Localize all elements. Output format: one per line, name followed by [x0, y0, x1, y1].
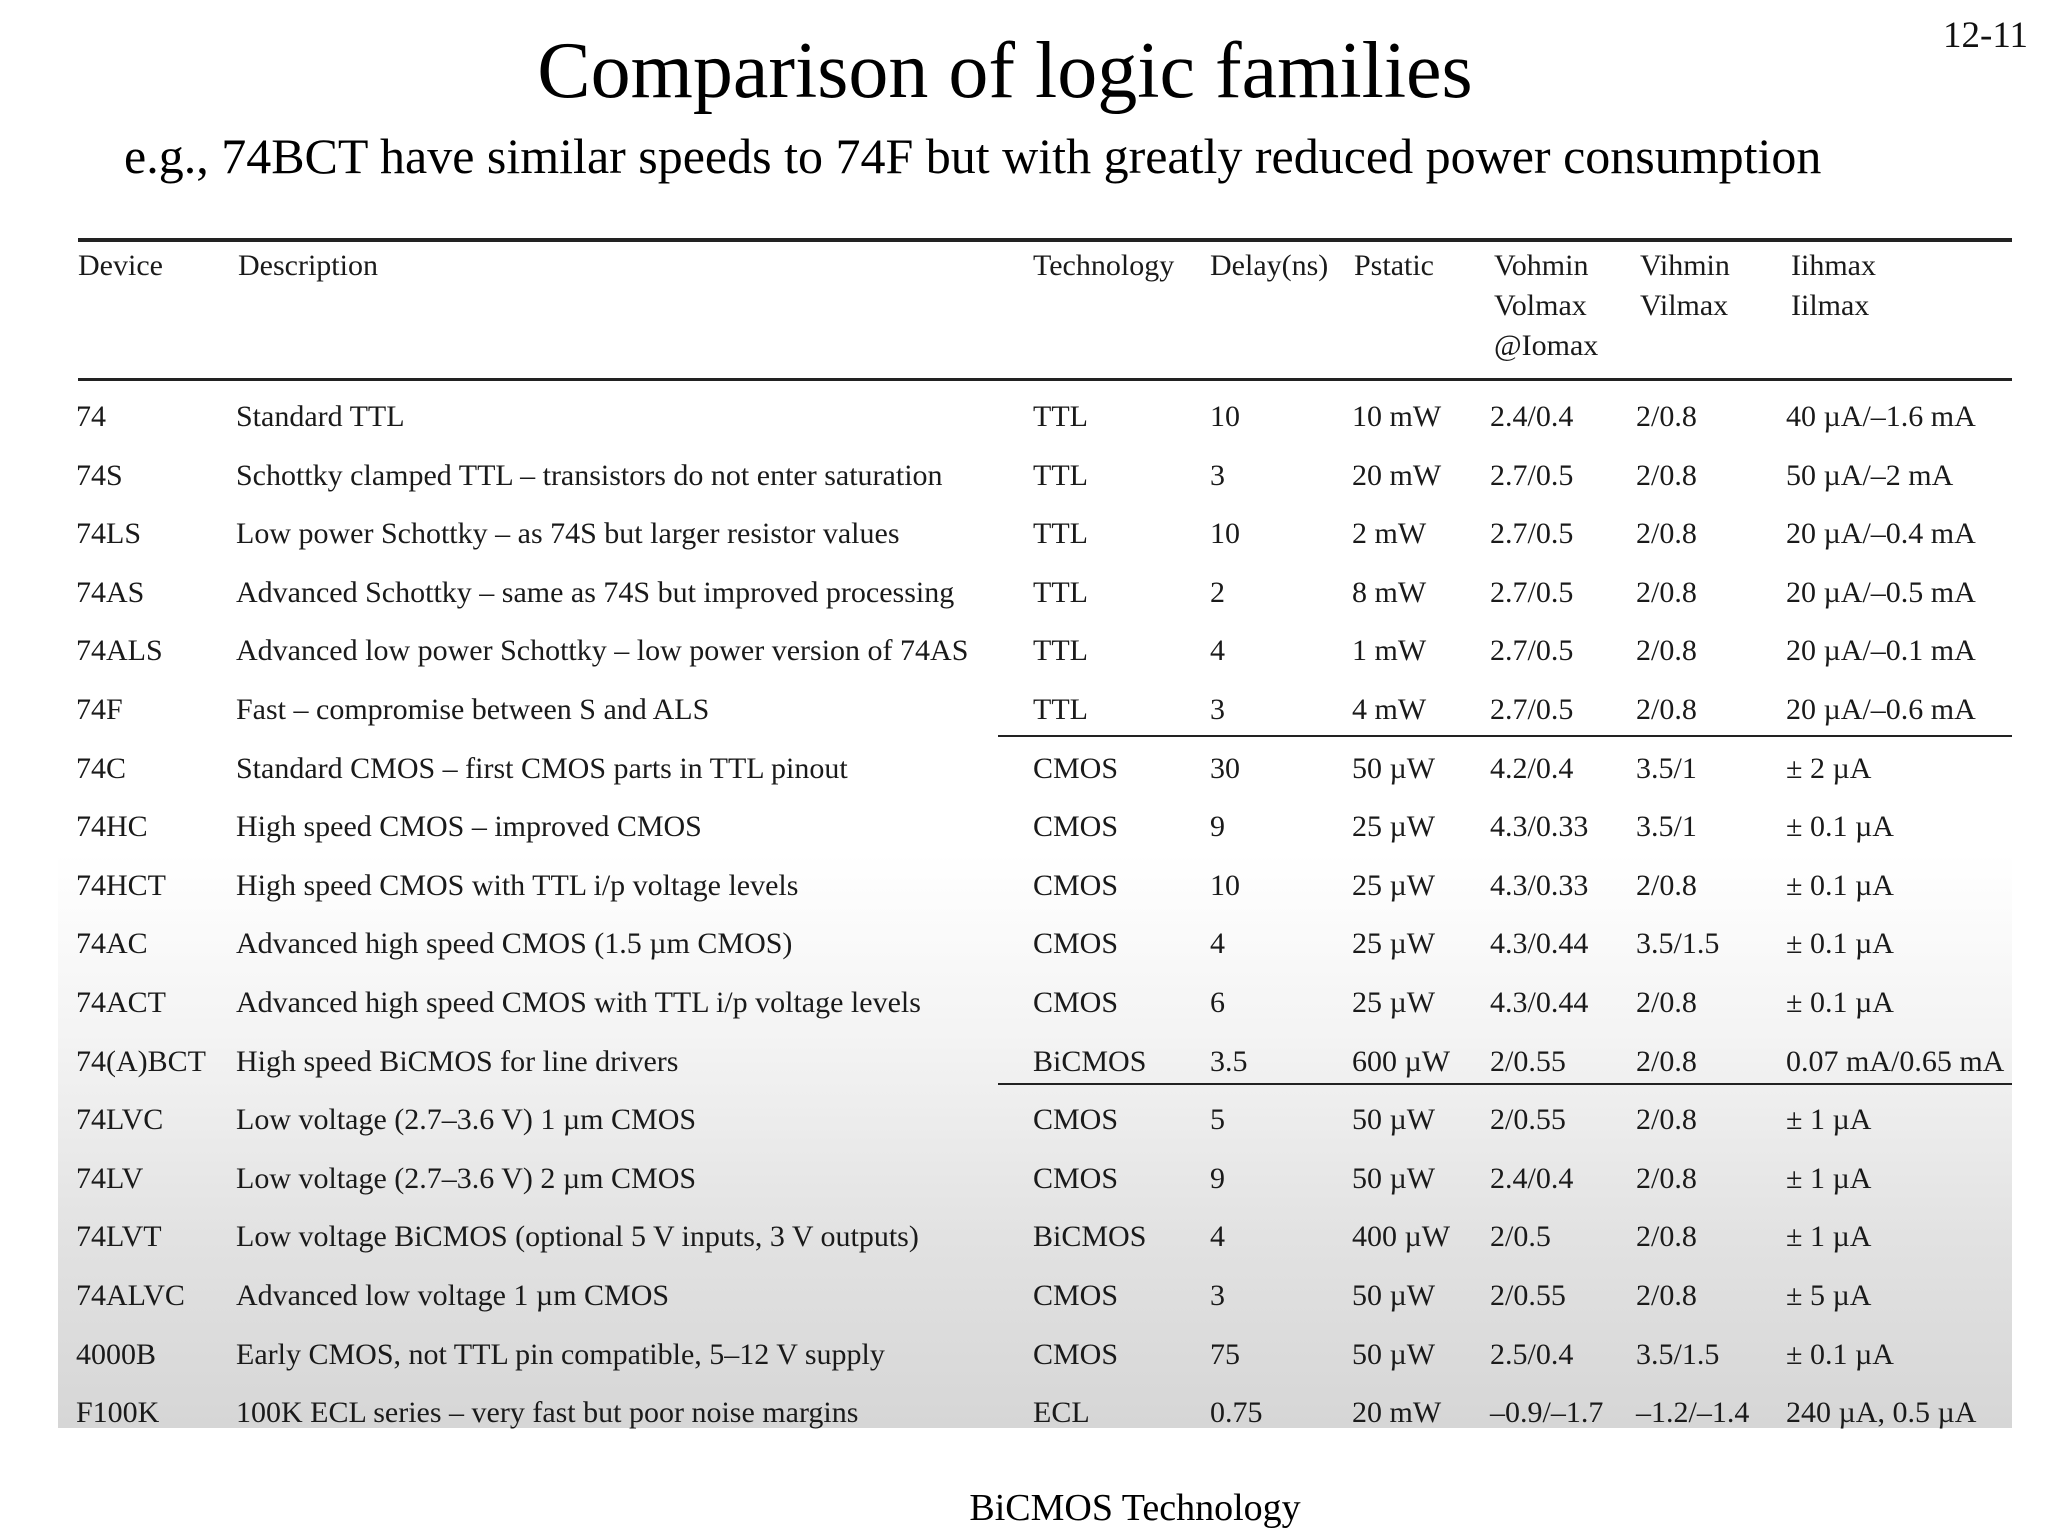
cell-voh: 2/0.55 — [1490, 1279, 1566, 1312]
cell-voh: 2/0.55 — [1490, 1103, 1566, 1137]
cell-voh: 4.3/0.44 — [1490, 927, 1589, 961]
cell-device: 74C — [76, 751, 127, 785]
cell-delay: 3 — [1210, 1279, 1225, 1312]
header-pstatic: Pstatic — [1354, 249, 1434, 282]
cell-description: Standard CMOS – first CMOS parts in TTL pinout — [236, 751, 848, 785]
cell-delay: 9 — [1210, 1161, 1225, 1195]
cell-vih: 2/0.8 — [1636, 575, 1697, 609]
cell-delay: 10 — [1210, 400, 1240, 433]
table-row — [58, 750, 2012, 808]
cell-voh: 2.7/0.5 — [1490, 458, 1574, 492]
table-row — [58, 457, 2012, 515]
cell-voh: 2.7/0.5 — [1490, 575, 1574, 609]
cell-iih: 0.07 mA/0.65 mA — [1786, 1044, 2005, 1078]
cell-voh: 4.3/0.44 — [1490, 986, 1589, 1019]
cell-vih: 2/0.8 — [1636, 634, 1697, 668]
cell-pstatic: 50 µW — [1352, 1279, 1436, 1312]
cell-device: 74 — [76, 400, 106, 433]
header-voh: Vohmin Volmax @Iomax — [1494, 249, 1599, 362]
cell-description: High speed BiCMOS for line drivers — [236, 1044, 679, 1078]
cell-device: 74AS — [76, 575, 145, 609]
slide-title: Comparison of logic families — [537, 27, 1473, 115]
cell-vih: 2/0.8 — [1636, 1279, 1697, 1312]
cell-iih: 50 µA/–2 mA — [1786, 458, 1954, 492]
cell-delay: 30 — [1210, 751, 1240, 785]
cell-delay: 4 — [1210, 1220, 1225, 1254]
cell-delay: 75 — [1210, 1337, 1240, 1371]
cell-vih: 2/0.8 — [1636, 458, 1697, 492]
cell-technology: CMOS — [1033, 927, 1119, 961]
cell-vih: 2/0.8 — [1636, 517, 1697, 551]
cell-delay: 10 — [1210, 517, 1240, 551]
cell-iih: ± 0.1 µA — [1786, 927, 1894, 961]
cell-voh: 2.7/0.5 — [1490, 634, 1574, 668]
cell-device: 74HCT — [76, 868, 166, 902]
cell-iih: ± 1 µA — [1786, 1220, 1872, 1254]
cell-iih: 20 µA/–0.4 mA — [1786, 517, 1976, 551]
cell-technology: TTL — [1033, 634, 1088, 668]
cell-device: 74LVT — [76, 1220, 162, 1254]
cell-device: 74ALS — [76, 634, 163, 668]
cell-iih: ± 0.1 µA — [1786, 1337, 1894, 1371]
cell-voh: 4.3/0.33 — [1490, 810, 1589, 844]
cell-pstatic: 25 µW — [1352, 868, 1436, 902]
cell-technology: CMOS — [1033, 1337, 1119, 1371]
cell-device: F100K — [76, 1396, 160, 1430]
slide-footer: BiCMOS Technology — [969, 1487, 1301, 1529]
table-row — [58, 1101, 2012, 1159]
cell-voh: 2.4/0.4 — [1490, 1161, 1574, 1195]
cell-iih: ± 1 µA — [1786, 1161, 1872, 1195]
cell-description: High speed CMOS with TTL i/p voltage levels — [236, 868, 799, 902]
cell-delay: 4 — [1210, 634, 1225, 668]
cell-pstatic: 50 µW — [1352, 1103, 1436, 1137]
header-vih: Vihmin Vilmax — [1640, 249, 1730, 322]
cell-vih: –1.2/–1.4 — [1636, 1396, 1750, 1430]
table-row — [58, 398, 2012, 456]
cell-pstatic: 10 mW — [1352, 400, 1442, 433]
table-row — [58, 1218, 2012, 1276]
logic-families-table — [58, 230, 2012, 1428]
cell-technology: CMOS — [1033, 868, 1119, 902]
cell-iih: 240 µA, 0.5 µA — [1786, 1396, 1977, 1430]
cell-technology: ECL — [1033, 1396, 1090, 1430]
cell-iih: ± 0.1 µA — [1786, 986, 1894, 1019]
cell-technology: CMOS — [1033, 751, 1119, 785]
cell-vih: 3.5/1 — [1636, 810, 1697, 844]
cell-device: 74HC — [76, 810, 148, 844]
cell-vih: 2/0.8 — [1636, 1103, 1697, 1137]
cell-vih: 2/0.8 — [1636, 693, 1697, 726]
cell-iih: ± 0.1 µA — [1786, 868, 1894, 902]
cell-pstatic: 2 mW — [1352, 517, 1427, 551]
cell-description: Advanced high speed CMOS with TTL i/p voltage levels — [236, 986, 921, 1019]
cell-pstatic: 50 µW — [1352, 1337, 1436, 1371]
cell-pstatic: 25 µW — [1352, 810, 1436, 844]
cell-technology: BiCMOS — [1033, 1220, 1147, 1254]
table-top-rule — [78, 238, 2012, 242]
cell-description: 100K ECL series – very fast but poor noise margins — [236, 1396, 859, 1430]
table-row — [58, 1043, 2012, 1101]
page-number: 12-11 — [1943, 15, 2028, 56]
table-row — [58, 515, 2012, 573]
cell-technology: CMOS — [1033, 1161, 1119, 1195]
cell-voh: 4.3/0.33 — [1490, 868, 1589, 902]
cell-device: 74LS — [76, 517, 142, 551]
cell-technology: CMOS — [1033, 810, 1119, 844]
cell-device: 74S — [76, 458, 123, 492]
table-row — [58, 984, 2012, 1042]
cell-vih: 3.5/1.5 — [1636, 927, 1720, 961]
cell-technology: TTL — [1033, 458, 1088, 492]
cell-voh: 2.7/0.5 — [1490, 693, 1574, 726]
cell-pstatic: 50 µW — [1352, 1161, 1436, 1195]
table-header-rule — [78, 378, 2012, 381]
table-row — [58, 925, 2012, 983]
cell-delay: 2 — [1210, 575, 1225, 609]
cell-description: High speed CMOS – improved CMOS — [236, 810, 702, 844]
table-row — [58, 1277, 2012, 1335]
cell-vih: 2/0.8 — [1636, 400, 1697, 433]
cell-iih: 40 µA/–1.6 mA — [1786, 400, 1976, 433]
cell-vih: 3.5/1.5 — [1636, 1337, 1720, 1371]
cell-description: Advanced low voltage 1 µm CMOS — [236, 1279, 670, 1312]
cell-device: 74LV — [76, 1161, 144, 1195]
cell-technology: BiCMOS — [1033, 1044, 1147, 1078]
header-technology: Technology — [1033, 249, 1175, 282]
table-row — [58, 867, 2012, 925]
cell-delay: 3 — [1210, 693, 1225, 726]
cell-pstatic: 1 mW — [1352, 634, 1427, 668]
cell-description: Advanced low power Schottky – low power version of 74AS — [236, 634, 969, 668]
cell-pstatic: 25 µW — [1352, 927, 1436, 961]
cell-description: Low voltage BiCMOS (optional 5 V inputs, 3 V outputs) — [236, 1220, 919, 1254]
cell-technology: TTL — [1033, 575, 1088, 609]
cell-device: 74(A)BCT — [76, 1044, 206, 1078]
table-row — [58, 632, 2012, 690]
cell-technology: CMOS — [1033, 1103, 1119, 1137]
cell-pstatic: 20 mW — [1352, 458, 1442, 492]
header-description: Description — [238, 249, 378, 282]
cell-vih: 2/0.8 — [1636, 986, 1697, 1019]
cell-technology: TTL — [1033, 517, 1088, 551]
cell-technology: TTL — [1033, 400, 1088, 433]
cell-pstatic: 25 µW — [1352, 986, 1436, 1019]
cell-voh: 2.5/0.4 — [1490, 1337, 1574, 1371]
header-device: Device — [78, 249, 163, 282]
table-row — [58, 1336, 2012, 1394]
cell-delay: 4 — [1210, 927, 1225, 961]
cell-technology: TTL — [1033, 693, 1088, 726]
cell-pstatic: 20 mW — [1352, 1396, 1442, 1430]
cell-delay: 5 — [1210, 1103, 1225, 1137]
cell-description: Low voltage (2.7–3.6 V) 1 µm CMOS — [236, 1103, 697, 1137]
cell-iih: 20 µA/–0.6 mA — [1786, 693, 1976, 726]
cell-vih: 2/0.8 — [1636, 1161, 1697, 1195]
cell-device: 74F — [76, 693, 123, 726]
cell-device: 74LVC — [76, 1103, 164, 1137]
cell-technology: CMOS — [1033, 1279, 1119, 1312]
cell-iih: 20 µA/–0.5 mA — [1786, 575, 1976, 609]
table-row — [58, 1394, 2012, 1452]
cell-device: 74ALVC — [76, 1279, 185, 1312]
cell-voh: 4.2/0.4 — [1490, 751, 1574, 785]
cell-voh: 2.7/0.5 — [1490, 517, 1574, 551]
table-row — [58, 574, 2012, 632]
cell-description: Low power Schottky – as 74S but larger resistor values — [236, 517, 900, 551]
cell-delay: 3 — [1210, 458, 1225, 492]
cell-pstatic: 8 mW — [1352, 575, 1427, 609]
cell-delay: 10 — [1210, 868, 1240, 902]
cell-delay: 3.5 — [1210, 1044, 1248, 1078]
cell-pstatic: 400 µW — [1352, 1220, 1451, 1254]
cell-iih: 20 µA/–0.1 mA — [1786, 634, 1976, 668]
cell-voh: 2/0.5 — [1490, 1220, 1551, 1254]
cell-iih: ± 2 µA — [1786, 751, 1872, 785]
cell-technology: CMOS — [1033, 986, 1119, 1019]
cell-vih: 3.5/1 — [1636, 751, 1697, 785]
cell-voh: 2.4/0.4 — [1490, 400, 1574, 433]
cell-delay: 0.75 — [1210, 1396, 1263, 1430]
table-row — [58, 1160, 2012, 1218]
cell-pstatic: 4 mW — [1352, 693, 1427, 726]
cell-iih: ± 0.1 µA — [1786, 810, 1894, 844]
cell-description: Standard TTL — [236, 400, 405, 433]
header-delay: Delay(ns) — [1210, 249, 1329, 282]
header-iih: Iihmax Iilmax — [1791, 249, 1876, 322]
cell-iih: ± 5 µA — [1786, 1279, 1872, 1312]
cell-vih: 2/0.8 — [1636, 1044, 1697, 1078]
cell-description: Advanced high speed CMOS (1.5 µm CMOS) — [236, 927, 793, 961]
cell-description: Advanced Schottky – same as 74S but improved processing — [236, 575, 955, 609]
cell-vih: 2/0.8 — [1636, 1220, 1697, 1254]
cell-description: Early CMOS, not TTL pin compatible, 5–12 V supply — [236, 1337, 885, 1371]
cell-device: 74AC — [76, 927, 148, 961]
cell-voh: –0.9/–1.7 — [1490, 1396, 1604, 1430]
cell-device: 4000B — [76, 1337, 157, 1371]
table-row — [58, 808, 2012, 866]
cell-description: Low voltage (2.7–3.6 V) 2 µm CMOS — [236, 1161, 697, 1195]
cell-delay: 9 — [1210, 810, 1225, 844]
cell-delay: 6 — [1210, 986, 1225, 1019]
cell-description: Schottky clamped TTL – transistors do not enter saturation — [236, 458, 943, 492]
cell-pstatic: 600 µW — [1352, 1044, 1451, 1078]
cell-description: Fast – compromise between S and ALS — [236, 693, 710, 726]
slide-subtitle: e.g., 74BCT have similar speeds to 74F but with greatly reduced power consumption — [124, 128, 1822, 184]
cell-iih: ± 1 µA — [1786, 1103, 1872, 1137]
cell-voh: 2/0.55 — [1490, 1044, 1566, 1078]
cell-device: 74ACT — [76, 986, 166, 1019]
cell-vih: 2/0.8 — [1636, 868, 1697, 902]
cell-pstatic: 50 µW — [1352, 751, 1436, 785]
table-row — [58, 691, 2012, 749]
